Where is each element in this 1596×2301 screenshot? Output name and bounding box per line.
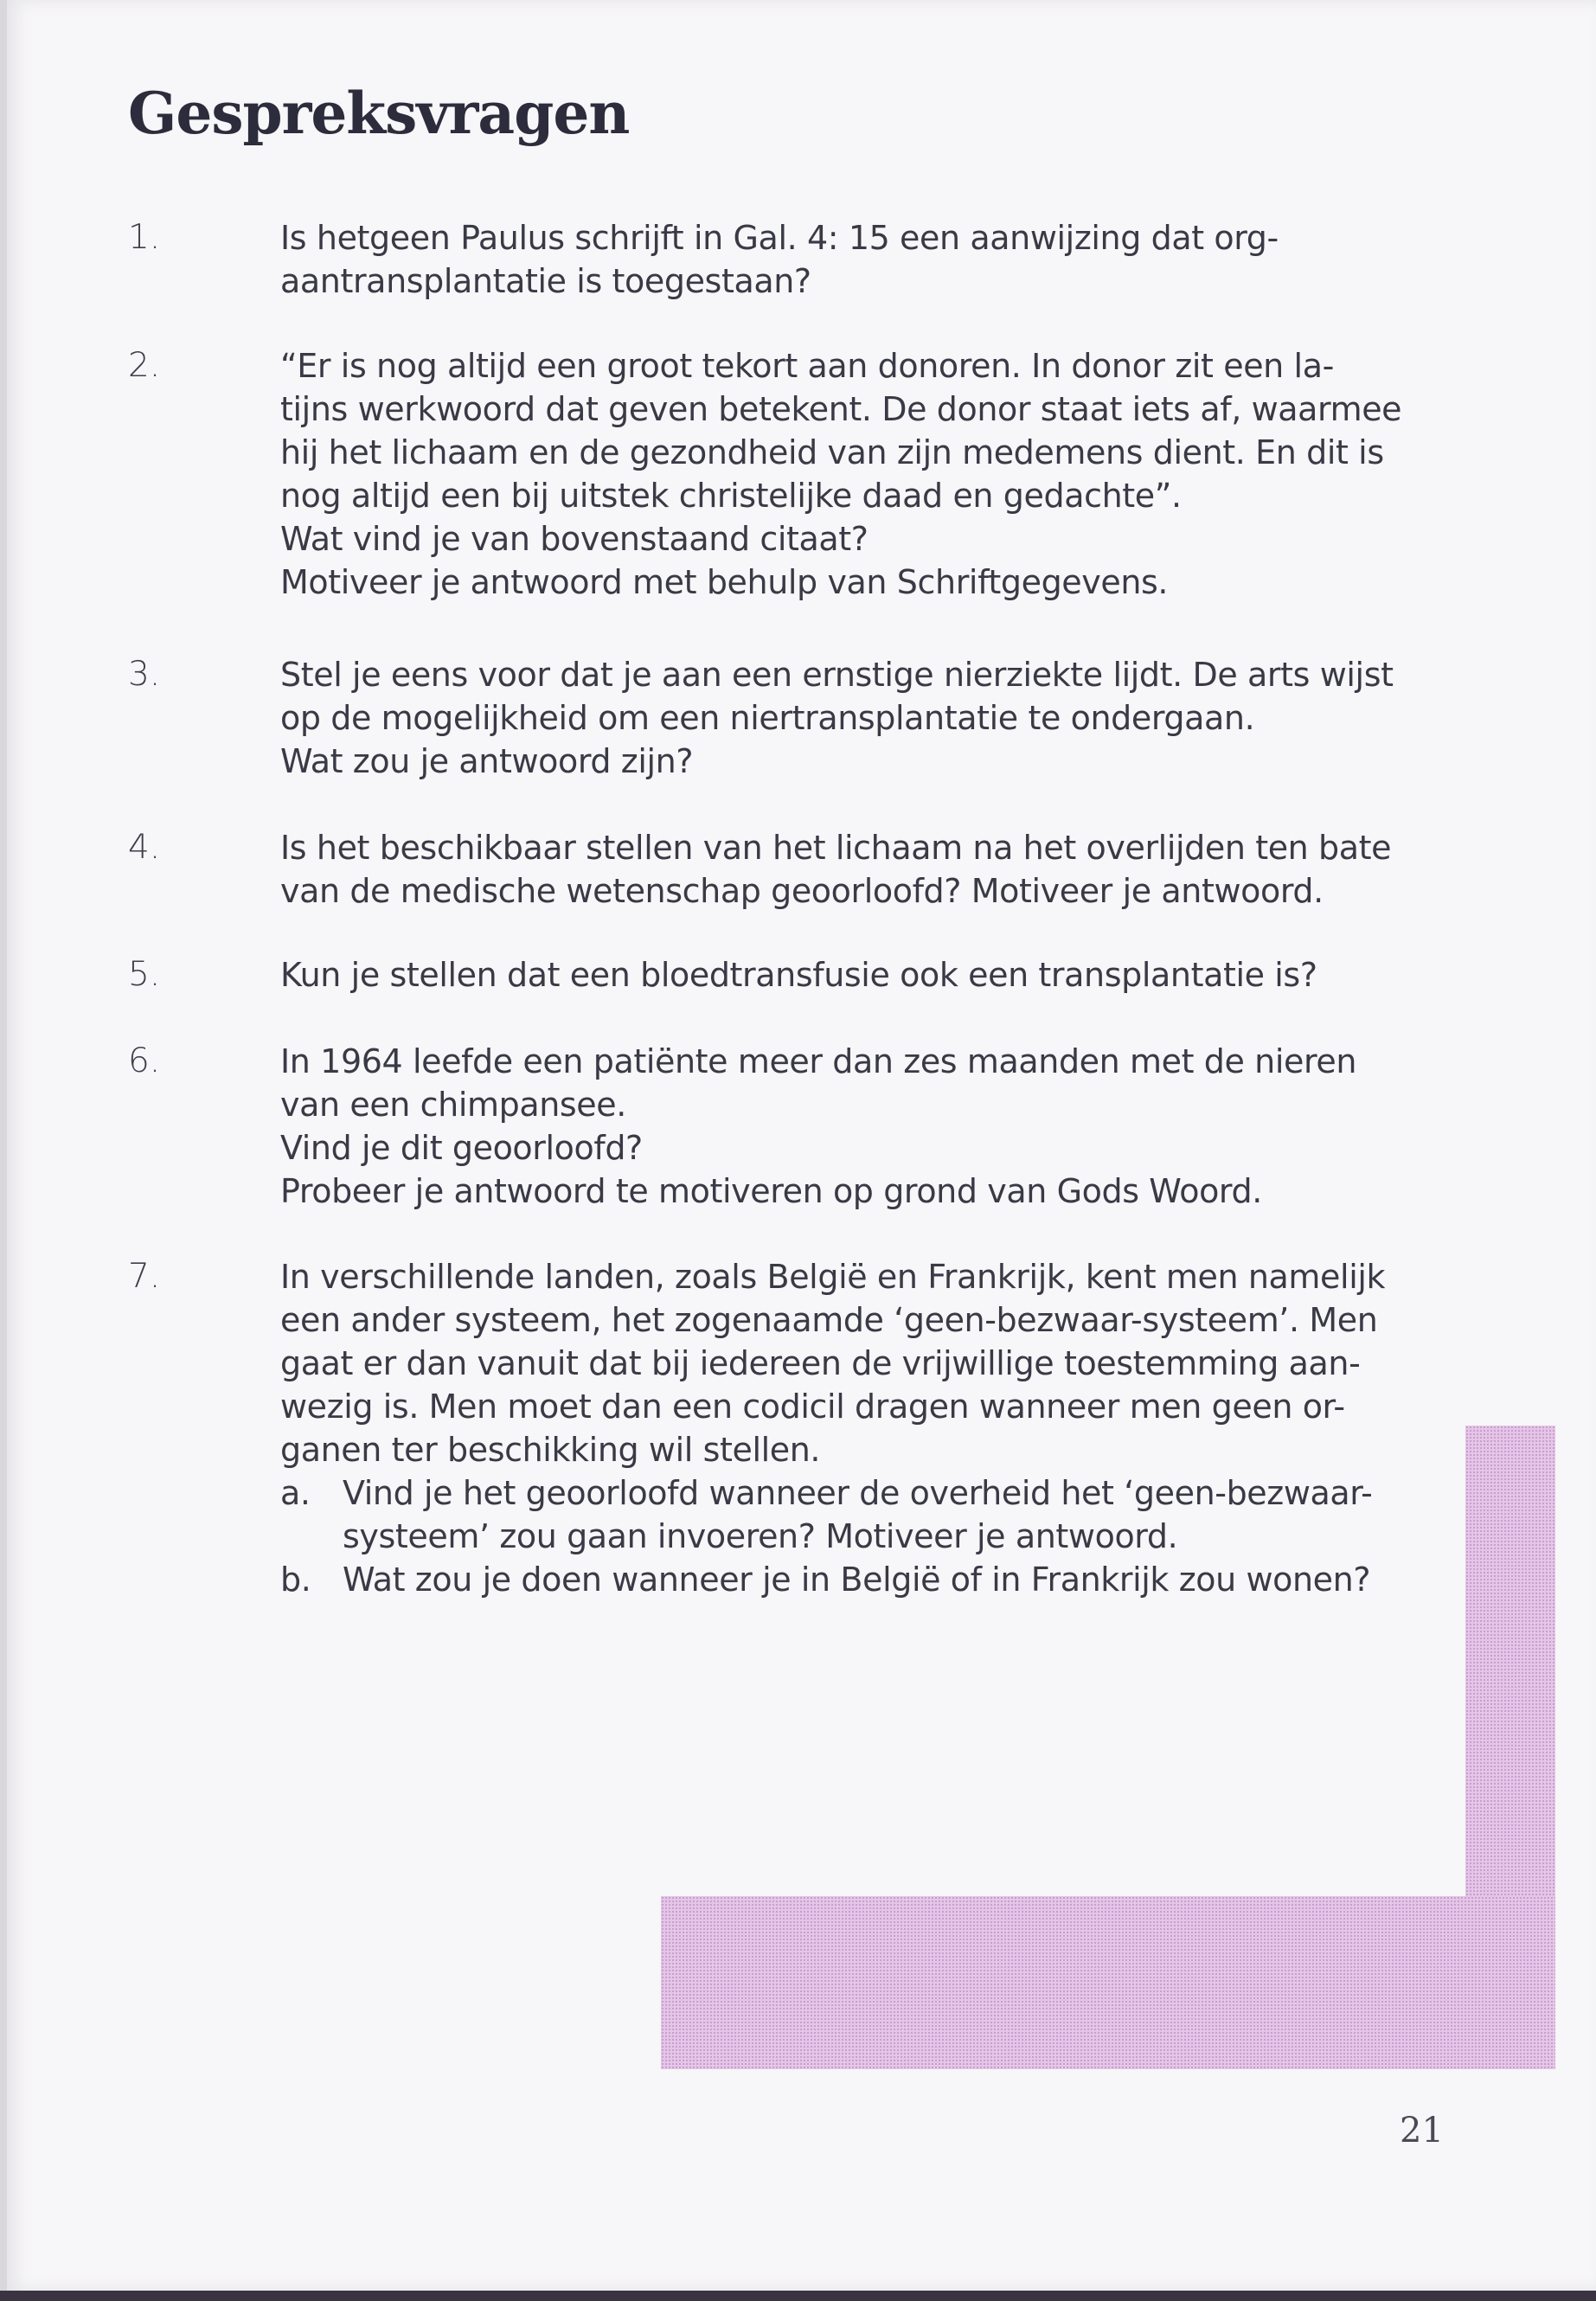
question-line: een ander systeem, het zogenaamde ‘geen-bezwaar-systeem’. Men [280,1301,1378,1339]
question-line: wezig is. Men moet dan een codicil dragen wanneer men geen or- [280,1388,1345,1426]
question-text [280,1255,1465,1601]
question-line: Probeer je antwoord te motiveren op grond van Gods Woord. [280,1172,1262,1210]
question-line: In verschillende landen, zoals België en Frankrijk, kent men namelijk [280,1258,1386,1296]
subquestion-line: systeem’ zou gaan invoeren? Motiveer je antwoord. [343,1517,1178,1555]
decorative-pink-bar-horizontal [661,1896,1555,2069]
subquestion-a [280,1471,1465,1515]
question-line: tijns werkwoord dat geven betekent. De donor staat iets af, waarmee [280,390,1402,428]
question-text [280,653,1465,783]
question-line: van een chimpansee. [280,1086,626,1124]
question-line: van de medische wetenschap geoorloofd? Motiveer je antwoord. [280,872,1324,910]
page-title: Gespreksvragen [128,80,630,147]
question-line: Motiveer je antwoord met behulp van Schriftgegevens. [280,563,1169,601]
question-number: 1. [128,218,161,257]
question-line: In 1964 leefde een patiënte meer dan zes maanden met de nieren [280,1042,1357,1080]
question-text [280,344,1465,604]
question-line: aantransplantatie is toegestaan? [280,262,811,300]
question-number: 6. [128,1042,161,1080]
question-line: Wat vind je van bovenstaand citaat? [280,520,869,558]
question-line: hij het lichaam en de gezondheid van zijn medemens dient. En dit is [280,433,1384,471]
subquestion-line: Wat zou je doen wanneer je in België of in Frankrijk zou wonen? [343,1561,1371,1599]
question-number: 4. [128,828,161,867]
question-line: op de mogelijkheid om een niertransplantatie te ondergaan. [280,699,1255,737]
question-text [280,953,1465,997]
subquestion-b [280,1558,1465,1601]
question-text [280,216,1465,303]
page-bottom-edge [0,2291,1596,2301]
subquestion-letter: b. [280,1561,311,1599]
question-number: 2. [128,346,161,385]
question-line: gaat er dan vanuit dat bij iedereen de vrijwillige toestemming aan- [280,1344,1361,1382]
page-number: 21 [1400,2111,1444,2150]
question-text [280,1040,1465,1213]
subquestion-letter: a. [280,1474,311,1512]
question-number: 7. [128,1257,161,1296]
question-text [280,826,1465,913]
question-line: Vind je dit geoorloofd? [280,1129,643,1167]
question-line: Is hetgeen Paulus schrijft in Gal. 4: 15 een aanwijzing dat org- [280,219,1279,257]
question-line: Is het beschikbaar stellen van het lichaam na het overlijden ten bate [280,829,1392,867]
question-line: Stel je eens voor dat je aan een ernstige nierziekte lijdt. De arts wijst [280,656,1394,694]
question-line: nog altijd een bij uitstek christelijke daad en gedachte”. [280,477,1182,515]
question-line: “Er is nog altijd een groot tekort aan donoren. In donor zit een la- [280,347,1334,385]
question-number: 5. [128,955,161,994]
question-line: Wat zou je antwoord zijn? [280,742,694,780]
question-line: ganen ter beschikking wil stellen. [280,1431,821,1469]
question-line: Kun je stellen dat een bloedtransfusie ook een transplantatie is? [280,956,1317,994]
subquestion-line: Vind je het geoorloofd wanneer de overheid het ‘geen-bezwaar- [343,1474,1373,1512]
question-number: 3. [128,655,161,694]
